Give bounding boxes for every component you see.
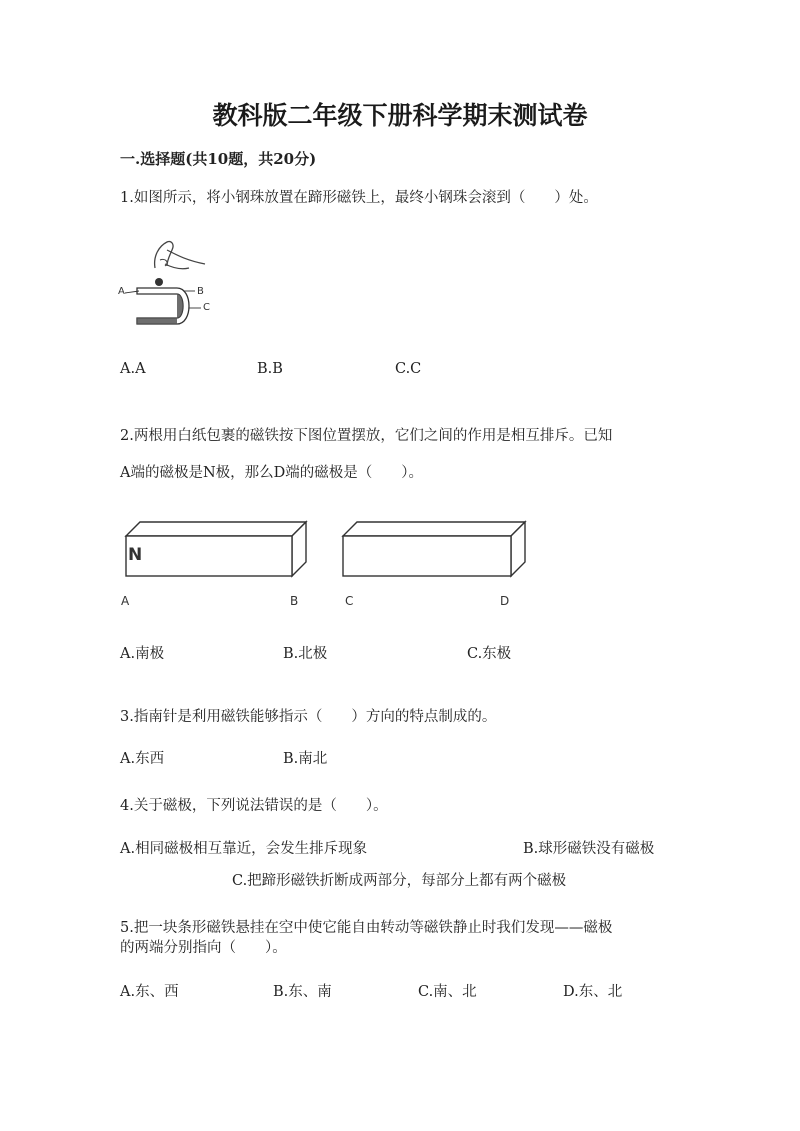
- q1-option-c[interactable]: C.C: [395, 361, 422, 377]
- question-1-text: 1.如图所示，将小钢珠放置在蹄形磁铁上，最终小钢珠会滚到（ ）处。: [120, 190, 598, 206]
- q3-option-a[interactable]: A.东西: [120, 751, 165, 767]
- bar-magnets-figure: [120, 518, 530, 583]
- section-heading: 一.选择题(共10题，共20分): [120, 150, 317, 168]
- q5-option-c[interactable]: C.南、北: [418, 984, 477, 1000]
- question-5-text-line1: 5.把一块条形磁铁悬挂在空中使它能自由转动等磁铁静止时我们发现——磁极: [120, 920, 613, 936]
- page-title: 教科版二年级下册科学期末测试卷: [212, 101, 588, 130]
- q4-option-a[interactable]: A.相同磁极相互靠近，会发生排斥现象: [120, 841, 368, 857]
- q5-option-a[interactable]: A.东、西: [120, 984, 179, 1000]
- figure-label-c: C: [203, 302, 210, 313]
- q2-option-b[interactable]: B.北极: [283, 646, 328, 662]
- question-5-text-line2: 的两端分别指向（ ）。: [120, 940, 287, 956]
- end-label-c: C: [345, 594, 354, 608]
- q3-option-b[interactable]: B.南北: [283, 751, 328, 767]
- question-3-text: 3.指南针是利用磁铁能够指示（ ）方向的特点制成的。: [120, 709, 497, 725]
- q1-option-a[interactable]: A.A: [120, 361, 146, 377]
- q4-option-c[interactable]: C.把蹄形磁铁折断成两部分，每部分上都有两个磁极: [232, 873, 567, 889]
- end-label-a: A: [121, 594, 130, 608]
- q4-option-b[interactable]: B.球形磁铁没有磁极: [523, 841, 655, 857]
- q2-option-a[interactable]: A.南极: [120, 646, 165, 662]
- q5-option-d[interactable]: D.东、北: [563, 984, 623, 1000]
- end-label-b: B: [290, 594, 299, 608]
- magnet-n-mark: N: [128, 545, 143, 565]
- question-4-text: 4.关于磁极，下列说法错误的是（ ）。: [120, 798, 388, 814]
- q2-option-c[interactable]: C.东极: [467, 646, 512, 662]
- figure-label-b: B: [197, 286, 204, 297]
- end-label-d: D: [500, 594, 510, 608]
- question-2-text-line2: A端的磁极是N极，那么D端的磁极是（ ）。: [120, 465, 424, 481]
- question-2-text-line1: 2.两根用白纸包裹的磁铁按下图位置摆放，它们之间的作用是相互排斥。已知: [120, 428, 613, 444]
- figure-label-a: A: [118, 286, 125, 297]
- q1-option-b[interactable]: B.B: [257, 361, 283, 377]
- q5-option-b[interactable]: B.东、南: [273, 984, 332, 1000]
